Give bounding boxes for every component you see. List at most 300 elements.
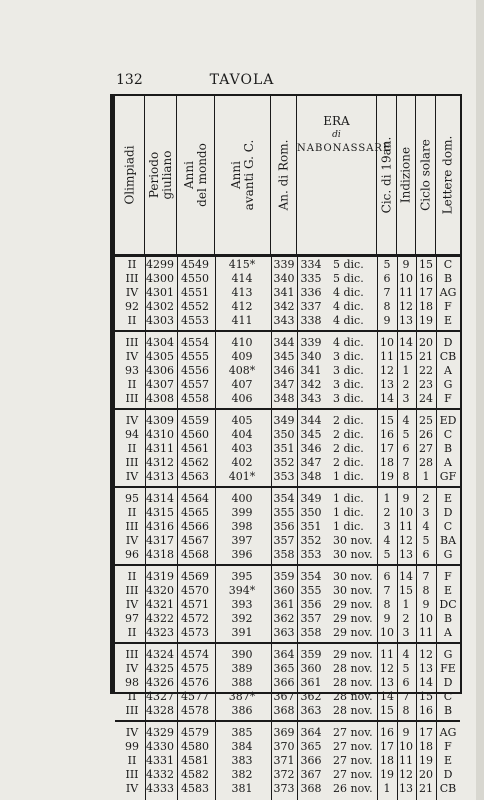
cell-anno-roma: 361 <box>273 598 295 611</box>
cell-era-nabonassare: 360 <box>300 662 322 675</box>
cell-era-nabonassare: 344 <box>300 414 322 427</box>
cell-olimpiade: II <box>127 754 137 767</box>
table-row <box>115 690 460 704</box>
cell-ciclo-lunare: 7 <box>383 286 391 299</box>
cell-olimpiade: IV <box>125 662 139 675</box>
cell-lettera-domenicale: FE <box>440 662 456 675</box>
cell-ciclo-lunare: 15 <box>380 704 394 717</box>
cell-olimpiade: III <box>125 704 139 717</box>
cell-ciclo-lunare: 9 <box>383 314 391 327</box>
cell-olimpiade: II <box>127 690 137 703</box>
table-row <box>115 336 460 350</box>
page-number: 132 <box>116 72 143 88</box>
cell-periodo-giuliano: 4308 <box>146 392 174 405</box>
cell-ciclo-solare: 9 <box>422 598 430 611</box>
cell-data: 3 dic. <box>333 350 364 363</box>
cell-data: 5 dic. <box>333 258 364 271</box>
table-row <box>115 676 460 690</box>
cell-data: 1 dic. <box>333 492 364 505</box>
cell-era-nabonassare: 346 <box>300 442 322 455</box>
cell-periodo-giuliano: 4325 <box>146 662 174 675</box>
header-olimpiadi-label: Olimpiadi <box>122 145 136 205</box>
cell-ciclo-lunare: 16 <box>380 428 394 441</box>
cell-ciclo-solare: 21 <box>419 782 433 795</box>
cell-lettera-domenicale: B <box>443 612 453 625</box>
cell-lettera-domenicale: E <box>443 314 453 327</box>
cell-era-nabonassare: 362 <box>300 690 322 703</box>
cell-periodo-giuliano: 4305 <box>146 350 174 363</box>
cell-era-nabonassare: 368 <box>300 782 322 795</box>
cell-era-nabonassare: 337 <box>300 300 322 313</box>
cell-anno-roma: 342 <box>273 300 295 313</box>
table-row <box>115 492 460 506</box>
page-title: TAVOLA <box>209 72 275 88</box>
cell-indizione: 9 <box>402 726 410 739</box>
table-row <box>115 754 460 768</box>
cell-anno-avanti-cristo: 384 <box>231 740 253 753</box>
cell-periodo-giuliano: 4316 <box>146 520 174 533</box>
cell-data: 4 dic. <box>333 336 364 349</box>
cell-ciclo-solare: 10 <box>419 612 433 625</box>
cell-data: 30 nov. <box>333 584 373 597</box>
cell-anno-roma: 352 <box>273 456 295 469</box>
cell-lettera-domenicale: G <box>443 378 453 391</box>
cell-ciclo-solare: 26 <box>419 428 433 441</box>
cell-olimpiade: IV <box>125 782 139 795</box>
cell-anno-avanti-cristo: 391 <box>231 626 253 639</box>
cell-anno-mondo: 4568 <box>181 548 209 561</box>
cell-anno-mondo: 4569 <box>181 570 209 583</box>
cell-lettera-domenicale: AG <box>439 726 457 739</box>
cell-data: 29 nov. <box>333 612 373 625</box>
cell-anno-mondo: 4558 <box>181 392 209 405</box>
cell-anno-mondo: 4570 <box>181 584 209 597</box>
cell-olimpiade: 93 <box>125 364 139 377</box>
cell-ciclo-solare: 4 <box>422 520 430 533</box>
header-periodo-label: Periodo giuliano <box>146 150 174 200</box>
row-group <box>115 332 460 410</box>
cell-data: 30 nov. <box>333 548 373 561</box>
cell-olimpiade: 97 <box>125 612 139 625</box>
cell-lettera-domenicale: BA <box>439 534 457 547</box>
cell-ciclo-lunare: 6 <box>383 272 391 285</box>
header-periodo <box>145 96 177 254</box>
table-row <box>115 548 460 562</box>
cell-anno-roma: 363 <box>273 626 295 639</box>
cell-anno-avanti-cristo: 383 <box>231 754 253 767</box>
cell-era-nabonassare: 349 <box>300 492 322 505</box>
cell-anno-roma: 371 <box>273 754 295 767</box>
cell-anno-mondo: 4551 <box>181 286 209 299</box>
cell-anno-mondo: 4566 <box>181 520 209 533</box>
row-group <box>115 488 460 566</box>
cell-olimpiade: III <box>125 336 139 349</box>
cell-indizione: 4 <box>402 648 410 661</box>
cell-era-nabonassare: 352 <box>300 534 322 547</box>
cell-olimpiade: III <box>125 584 139 597</box>
cell-anno-avanti-cristo: 392 <box>231 612 253 625</box>
cell-lettera-domenicale: D <box>443 768 453 781</box>
table-row <box>115 570 460 584</box>
cell-ciclo-lunare: 4 <box>383 534 391 547</box>
cell-era-nabonassare: 342 <box>300 378 322 391</box>
cell-data: 29 nov. <box>333 598 373 611</box>
cell-anno-mondo: 4571 <box>181 598 209 611</box>
cell-indizione: 8 <box>402 470 410 483</box>
table-row <box>115 626 460 640</box>
cell-indizione: 5 <box>402 662 410 675</box>
table-row <box>115 470 460 484</box>
cell-data: 4 dic. <box>333 300 364 313</box>
cell-anno-roma: 358 <box>273 548 295 561</box>
cell-anno-mondo: 4552 <box>181 300 209 313</box>
table-row <box>115 456 460 470</box>
cell-anno-mondo: 4562 <box>181 456 209 469</box>
cell-anno-roma: 340 <box>273 272 295 285</box>
cell-data: 3 dic. <box>333 392 364 405</box>
cell-anno-roma: 351 <box>273 442 295 455</box>
cell-ciclo-lunare: 5 <box>383 548 391 561</box>
cell-indizione: 12 <box>399 768 413 781</box>
row-group <box>115 722 460 800</box>
cell-ciclo-solare: 3 <box>422 506 430 519</box>
cell-anno-mondo: 4561 <box>181 442 209 455</box>
cell-anno-avanti-cristo: 398 <box>231 520 253 533</box>
cell-periodo-giuliano: 4309 <box>146 414 174 427</box>
cell-era-nabonassare: 354 <box>300 570 322 583</box>
cell-anno-mondo: 4555 <box>181 350 209 363</box>
cell-anno-avanti-cristo: 393 <box>231 598 253 611</box>
cell-anno-avanti-cristo: 389 <box>231 662 253 675</box>
cell-ciclo-solare: 17 <box>419 726 433 739</box>
cell-anno-avanti-cristo: 386 <box>231 704 253 717</box>
chronology-table <box>110 94 462 795</box>
cell-anno-avanti-cristo: 400 <box>231 492 253 505</box>
cell-lettera-domenicale: C <box>443 690 453 703</box>
cell-data: 30 nov. <box>333 534 373 547</box>
cell-anno-mondo: 4563 <box>181 470 209 483</box>
cell-anno-avanti-cristo: 399 <box>231 506 253 519</box>
cell-periodo-giuliano: 4319 <box>146 570 174 583</box>
cell-lettera-domenicale: E <box>443 584 453 597</box>
cell-periodo-giuliano: 4299 <box>146 258 174 271</box>
table-row <box>115 726 460 740</box>
cell-era-nabonassare: 348 <box>300 470 322 483</box>
cell-indizione: 1 <box>402 598 410 611</box>
table-row <box>115 704 460 718</box>
cell-anno-roma: 350 <box>273 428 295 441</box>
cell-olimpiade: II <box>127 570 137 583</box>
table-row <box>115 350 460 364</box>
cell-lettera-domenicale: E <box>443 492 453 505</box>
cell-indizione: 11 <box>399 286 413 299</box>
cell-olimpiade: IV <box>125 598 139 611</box>
cell-anno-mondo: 4549 <box>181 258 209 271</box>
cell-ciclo-solare: 27 <box>419 442 433 455</box>
cell-anno-avanti-cristo: 394* <box>228 584 256 597</box>
cell-periodo-giuliano: 4310 <box>146 428 174 441</box>
cell-periodo-giuliano: 4329 <box>146 726 174 739</box>
cell-indizione: 8 <box>402 704 410 717</box>
cell-anno-avanti-cristo: 408* <box>228 364 256 377</box>
cell-olimpiade: III <box>125 392 139 405</box>
table-row <box>115 414 460 428</box>
cell-data: 27 nov. <box>333 768 373 781</box>
cell-indizione: 13 <box>399 548 413 561</box>
cell-anno-mondo: 4565 <box>181 506 209 519</box>
table-row <box>115 740 460 754</box>
cell-anno-mondo: 4581 <box>181 754 209 767</box>
cell-lettera-domenicale: B <box>443 272 453 285</box>
cell-anno-avanti-cristo: 410 <box>231 336 253 349</box>
cell-anno-avanti-cristo: 385 <box>231 726 253 739</box>
cell-anno-mondo: 4582 <box>181 768 209 781</box>
cell-ciclo-lunare: 14 <box>380 690 394 703</box>
cell-indizione: 3 <box>402 392 410 405</box>
row-group <box>115 410 460 488</box>
cell-anno-roma: 360 <box>273 584 295 597</box>
table-row <box>115 584 460 598</box>
cell-olimpiade: 96 <box>125 548 139 561</box>
cell-anno-mondo: 4574 <box>181 648 209 661</box>
cell-periodo-giuliano: 4328 <box>146 704 174 717</box>
cell-anno-avanti-cristo: 415* <box>228 258 256 271</box>
cell-indizione: 6 <box>402 676 410 689</box>
table-row <box>115 506 460 520</box>
cell-ciclo-lunare: 17 <box>380 740 394 753</box>
cell-ciclo-solare: 19 <box>419 754 433 767</box>
table-row <box>115 314 460 328</box>
table-header <box>115 96 460 257</box>
table-row <box>115 534 460 548</box>
cell-periodo-giuliano: 4306 <box>146 364 174 377</box>
cell-ciclo-solare: 17 <box>419 286 433 299</box>
cell-ciclo-lunare: 10 <box>380 336 394 349</box>
cell-lettera-domenicale: ED <box>439 414 457 427</box>
cell-indizione: 14 <box>399 336 413 349</box>
cell-anno-avanti-cristo: 404 <box>231 428 253 441</box>
table-row <box>115 378 460 392</box>
cell-data: 2 dic. <box>333 456 364 469</box>
table-row <box>115 286 460 300</box>
cell-data: 29 nov. <box>333 648 373 661</box>
cell-lettera-domenicale: G <box>443 548 453 561</box>
cell-anno-roma: 353 <box>273 470 295 483</box>
cell-periodo-giuliano: 4311 <box>146 442 174 455</box>
cell-ciclo-solare: 21 <box>419 350 433 363</box>
cell-olimpiade: IV <box>125 414 139 427</box>
cell-indizione: 15 <box>399 584 413 597</box>
cell-ciclo-lunare: 18 <box>380 456 394 469</box>
cell-ciclo-lunare: 16 <box>380 726 394 739</box>
cell-olimpiade: II <box>127 378 137 391</box>
cell-olimpiade: 98 <box>125 676 139 689</box>
cell-lettera-domenicale: DC <box>439 598 457 611</box>
table-row <box>115 648 460 662</box>
cell-indizione: 5 <box>402 428 410 441</box>
cell-anno-roma: 341 <box>273 286 295 299</box>
cell-data: 28 nov. <box>333 704 373 717</box>
cell-indizione: 2 <box>402 612 410 625</box>
header-anni-roma <box>271 96 297 254</box>
table-row <box>115 782 460 796</box>
cell-anno-mondo: 4556 <box>181 364 209 377</box>
cell-anno-roma: 367 <box>273 690 295 703</box>
cell-ciclo-solare: 15 <box>419 258 433 271</box>
cell-olimpiade: III <box>125 648 139 661</box>
cell-olimpiade: II <box>127 442 137 455</box>
cell-ciclo-solare: 24 <box>419 392 433 405</box>
cell-lettera-domenicale: F <box>444 740 452 753</box>
cell-lettera-domenicale: AG <box>439 286 457 299</box>
cell-anno-mondo: 4583 <box>181 782 209 795</box>
header-anni-avanti-label: Anni avanti G. C. <box>228 139 256 211</box>
cell-indizione: 3 <box>402 626 410 639</box>
cell-era-nabonassare: 350 <box>300 506 322 519</box>
cell-data: 5 dic. <box>333 272 364 285</box>
cell-data: 2 dic. <box>333 428 364 441</box>
cell-ciclo-solare: 14 <box>419 676 433 689</box>
cell-lettera-domenicale: E <box>443 754 453 767</box>
cell-data: 30 nov. <box>333 570 373 583</box>
cell-data: 27 nov. <box>333 754 373 767</box>
cell-anno-avanti-cristo: 387* <box>228 690 256 703</box>
cell-lettera-domenicale: A <box>444 626 452 639</box>
cell-anno-mondo: 4550 <box>181 272 209 285</box>
cell-era-nabonassare: 363 <box>300 704 322 717</box>
cell-olimpiade: 94 <box>125 428 139 441</box>
cell-anno-avanti-cristo: 406 <box>231 392 253 405</box>
cell-data: 3 dic. <box>333 378 364 391</box>
cell-indizione: 9 <box>402 258 410 271</box>
row-group <box>115 644 460 722</box>
cell-olimpiade: III <box>125 520 139 533</box>
cell-ciclo-lunare: 17 <box>380 442 394 455</box>
cell-ciclo-solare: 28 <box>419 456 433 469</box>
cell-era-nabonassare: 364 <box>300 726 322 739</box>
cell-data: 27 nov. <box>333 726 373 739</box>
header-lettere-label: Lettere dom. <box>440 135 455 215</box>
table-row <box>115 598 460 612</box>
cell-anno-mondo: 4577 <box>181 690 209 703</box>
table-row <box>115 392 460 406</box>
cell-data: 4 dic. <box>333 314 364 327</box>
cell-ciclo-solare: 18 <box>419 300 433 313</box>
cell-ciclo-solare: 6 <box>422 548 430 561</box>
cell-periodo-giuliano: 4301 <box>146 286 174 299</box>
cell-era-nabonassare: 334 <box>300 258 322 271</box>
header-anni-roma-label: An. di Rom. <box>276 139 290 211</box>
header-anni-mondo <box>177 96 215 254</box>
cell-era-nabonassare: 356 <box>300 598 322 611</box>
table-row <box>115 428 460 442</box>
cell-ciclo-lunare: 1 <box>383 492 391 505</box>
cell-ciclo-solare: 20 <box>419 336 433 349</box>
cell-ciclo-lunare: 15 <box>380 414 394 427</box>
cell-periodo-giuliano: 4302 <box>146 300 174 313</box>
cell-era-nabonassare: 338 <box>300 314 322 327</box>
cell-ciclo-solare: 12 <box>419 648 433 661</box>
cell-anno-roma: 364 <box>273 648 295 661</box>
cell-ciclo-lunare: 5 <box>383 258 391 271</box>
cell-anno-mondo: 4560 <box>181 428 209 441</box>
cell-olimpiade: 99 <box>125 740 139 753</box>
cell-data: 4 dic. <box>333 286 364 299</box>
cell-era-nabonassare: 343 <box>300 392 322 405</box>
cell-indizione: 14 <box>399 570 413 583</box>
header-ciclo-lunare <box>377 96 397 254</box>
cell-olimpiade: 92 <box>125 300 139 313</box>
cell-era-nabonassare: 340 <box>300 350 322 363</box>
cell-ciclo-solare: 8 <box>422 584 430 597</box>
header-anni-mondo-label: Anni del mondo <box>181 143 209 207</box>
cell-era-nabonassare: 347 <box>300 456 322 469</box>
cell-era-nabonassare: 367 <box>300 768 322 781</box>
cell-ciclo-lunare: 9 <box>383 612 391 625</box>
cell-ciclo-lunare: 10 <box>380 626 394 639</box>
cell-ciclo-solare: 15 <box>419 690 433 703</box>
cell-era-nabonassare: 358 <box>300 626 322 639</box>
table-row <box>115 612 460 626</box>
cell-indizione: 4 <box>402 414 410 427</box>
cell-periodo-giuliano: 4313 <box>146 470 174 483</box>
cell-anno-avanti-cristo: 388 <box>231 676 253 689</box>
cell-ciclo-lunare: 2 <box>383 506 391 519</box>
cell-anno-roma: 369 <box>273 726 295 739</box>
cell-anno-avanti-cristo: 407 <box>231 378 253 391</box>
cell-olimpiade: IV <box>125 350 139 363</box>
table-row <box>115 662 460 676</box>
cell-data: 1 dic. <box>333 506 364 519</box>
cell-anno-roma: 343 <box>273 314 295 327</box>
cell-periodo-giuliano: 4320 <box>146 584 174 597</box>
cell-ciclo-solare: 22 <box>419 364 433 377</box>
cell-data: 1 dic. <box>333 470 364 483</box>
cell-anno-avanti-cristo: 412 <box>231 300 253 313</box>
cell-lettera-domenicale: D <box>443 676 453 689</box>
cell-periodo-giuliano: 4312 <box>146 456 174 469</box>
cell-anno-mondo: 4559 <box>181 414 209 427</box>
cell-anno-roma: 344 <box>273 336 295 349</box>
cell-periodo-giuliano: 4324 <box>146 648 174 661</box>
cell-era-nabonassare: 341 <box>300 364 322 377</box>
cell-anno-mondo: 4572 <box>181 612 209 625</box>
cell-ciclo-solare: 25 <box>419 414 433 427</box>
cell-periodo-giuliano: 4332 <box>146 768 174 781</box>
cell-periodo-giuliano: 4322 <box>146 612 174 625</box>
cell-olimpiade: III <box>125 272 139 285</box>
table-row <box>115 520 460 534</box>
cell-ciclo-solare: 5 <box>422 534 430 547</box>
cell-ciclo-lunare: 1 <box>383 782 391 795</box>
cell-indizione: 1 <box>402 364 410 377</box>
cell-lettera-domenicale: A <box>444 456 452 469</box>
cell-indizione: 11 <box>399 754 413 767</box>
header-anni-avanti <box>215 96 271 254</box>
cell-olimpiade: II <box>127 314 137 327</box>
cell-periodo-giuliano: 4327 <box>146 690 174 703</box>
row-group <box>115 254 460 332</box>
cell-ciclo-solare: 11 <box>419 626 433 639</box>
cell-ciclo-solare: 7 <box>422 570 430 583</box>
cell-anno-avanti-cristo: 397 <box>231 534 253 547</box>
header-olimpiadi <box>115 96 145 254</box>
cell-ciclo-lunare: 19 <box>380 470 394 483</box>
cell-era-nabonassare: 339 <box>300 336 322 349</box>
cell-era-nabonassare: 355 <box>300 584 322 597</box>
cell-data: 1 dic. <box>333 520 364 533</box>
cell-olimpiade: IV <box>125 534 139 547</box>
